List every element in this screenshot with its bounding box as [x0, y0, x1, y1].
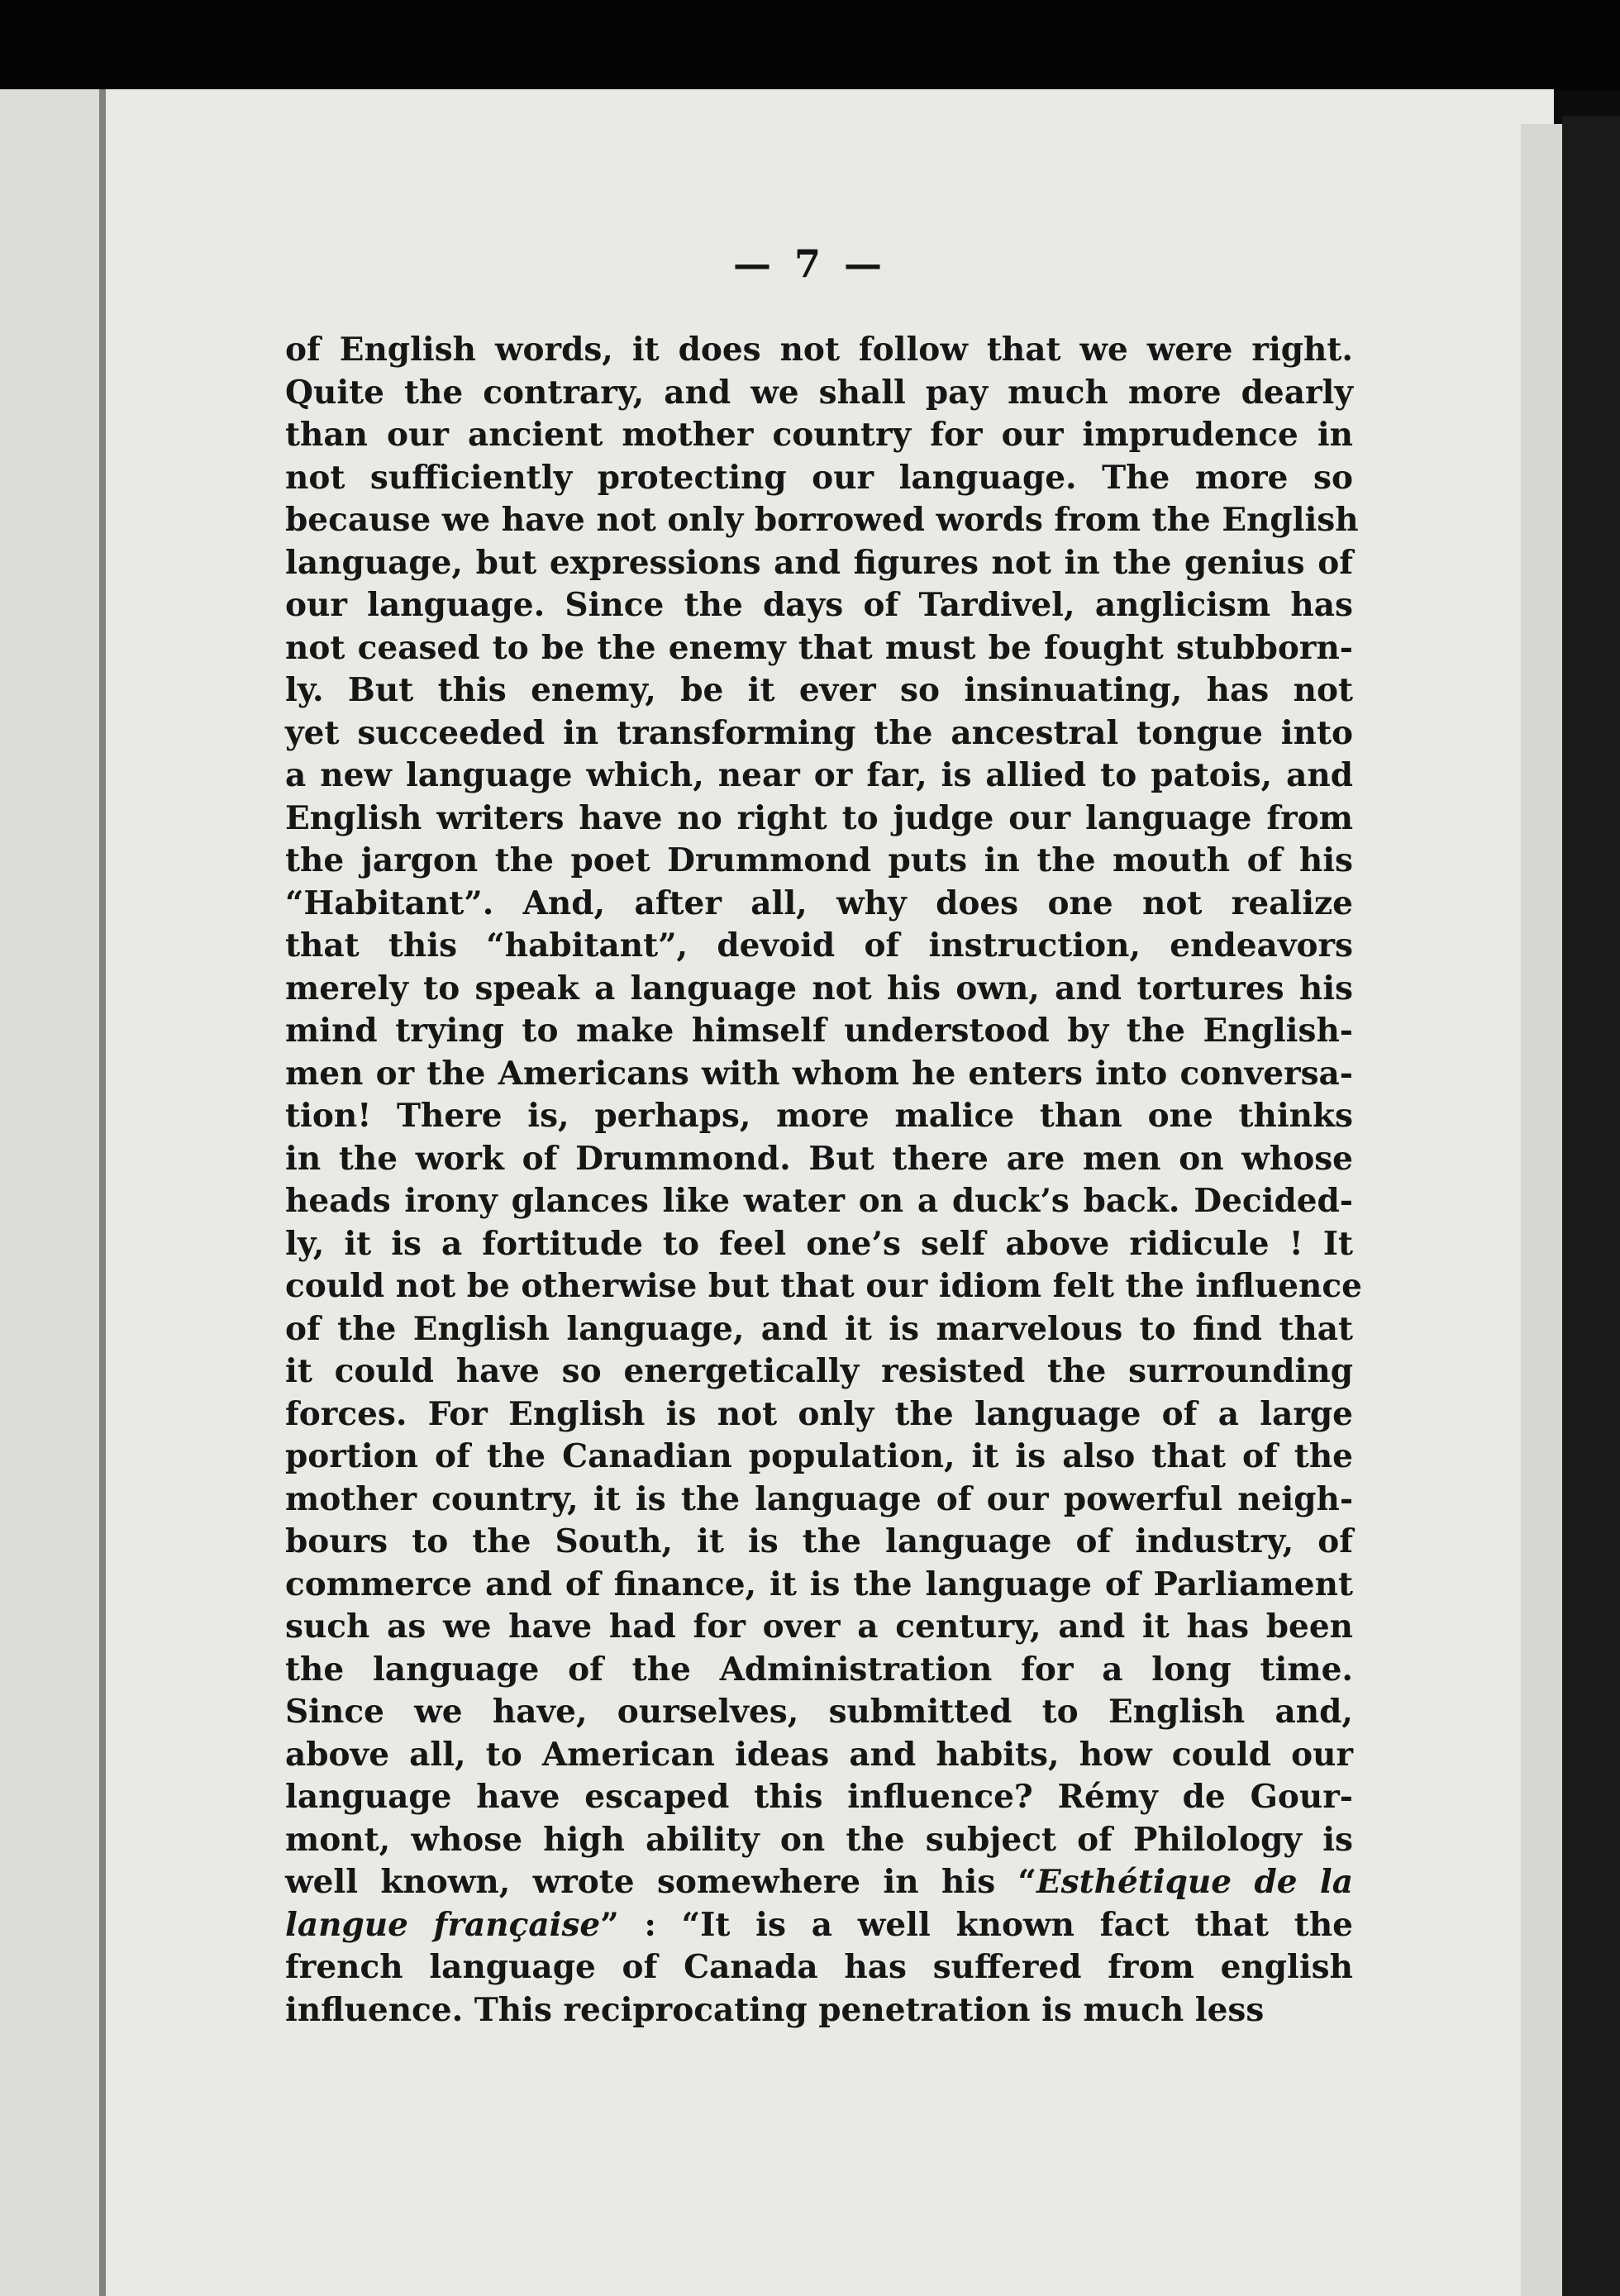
text-line: than our ancient mother country for our imprudence in: [285, 416, 1353, 454]
text-line: influence. This reciprocating penetration is much less: [285, 1990, 1265, 2029]
text-run: well known, wrote somewhere in his “: [285, 1863, 1036, 1901]
text-line: [285, 1904, 1353, 1947]
text-line: merely to speak a language not his own, and tortures his: [285, 969, 1353, 1007]
text-line: because we have not only borrowed words from the English: [285, 501, 1359, 539]
book-title-italic: langue française: [285, 1905, 601, 1944]
text-line: “Habitant”. And, after all, why does one not realize: [285, 884, 1353, 922]
text-line: of English words, it does not follow that we were right.: [285, 331, 1353, 369]
text-line: bours to the South, it is the language of industry, of: [285, 1522, 1353, 1560]
text-line: heads irony glances like water on a duck’s back. Decided-: [285, 1182, 1353, 1220]
text-line: [285, 1861, 1353, 1904]
text-line: not sufficiently protecting our language. The more so: [285, 458, 1353, 497]
text-line: in the work of Drummond. But there are men on whose: [285, 1139, 1353, 1178]
book-title-italic: Esthétique de la: [1036, 1863, 1353, 1901]
text-line: of the English language, and it is marvelous to find that: [285, 1309, 1353, 1348]
text-line: forces. For English is not only the language of a large: [285, 1394, 1353, 1433]
text-line: men or the Americans with whom he enters into conversa-: [285, 1054, 1353, 1093]
text-line: Quite the contrary, and we shall pay much more dearly: [285, 373, 1353, 412]
text-line: not ceased to be the enemy that must be fought stubborn-: [285, 628, 1353, 667]
text-line: the jargon the poet Drummond puts in the mouth of his: [285, 841, 1353, 879]
text-line: such as we have had for over a century, and it has been: [285, 1608, 1353, 1646]
text-line: ly, it is a fortitude to feel one’s self above ridicule ! It: [285, 1224, 1353, 1263]
page-number: — 7 —: [732, 241, 888, 286]
text-line: language, but expressions and figures not in the genius of: [285, 543, 1353, 582]
scan-background-top: [0, 0, 1620, 91]
text-line: English writers have no right to judge our language from: [285, 798, 1353, 837]
text-line: it could have so energetically resisted the surrounding: [285, 1352, 1353, 1390]
text-line: could not be otherwise but that our idiom felt the influence: [285, 1267, 1362, 1305]
scan-background-right: [1562, 116, 1620, 2296]
text-line: portion of the Canadian population, it is also that of the: [285, 1437, 1353, 1475]
text-line: the language of the Administration for a long time.: [285, 1650, 1353, 1689]
text-line: mother country, it is the language of our powerful neigh-: [285, 1479, 1353, 1518]
text-line: Since we have, ourselves, submitted to English and,: [285, 1693, 1353, 1731]
text-run: ” : “It is a well known fact that the: [600, 1905, 1353, 1944]
text-line: our language. Since the days of Tardivel, anglicism has: [285, 586, 1353, 624]
text-line: commerce and of finance, it is the language of Parliament: [285, 1565, 1353, 1603]
text-line: mind trying to make himself understood by the English-: [285, 1012, 1353, 1050]
text-line: tion! There is, perhaps, more malice than one thinks: [285, 1097, 1353, 1135]
binding-gutter: [99, 89, 106, 2296]
text-line: that this “habitant”, devoid of instruction, endeavors: [285, 926, 1353, 965]
text-line: language have escaped this influence? Rémy de Gour-: [285, 1778, 1353, 1816]
text-line: above all, to American ideas and habits, how could our: [285, 1735, 1353, 1774]
facing-page-edge: [0, 89, 99, 2296]
text-line: yet succeeded in transforming the ancestral tongue into: [285, 713, 1353, 752]
text-line: ly. But this enemy, be it ever so insinuating, has not: [285, 671, 1353, 709]
body-paragraph: [285, 329, 1362, 2032]
text-line: mont, whose high ability on the subject of Philology is: [285, 1820, 1353, 1859]
text-line: a new language which, near or far, is allied to patois, and: [285, 756, 1353, 794]
text-line: french language of Canada has suffered from english: [285, 1948, 1353, 1986]
